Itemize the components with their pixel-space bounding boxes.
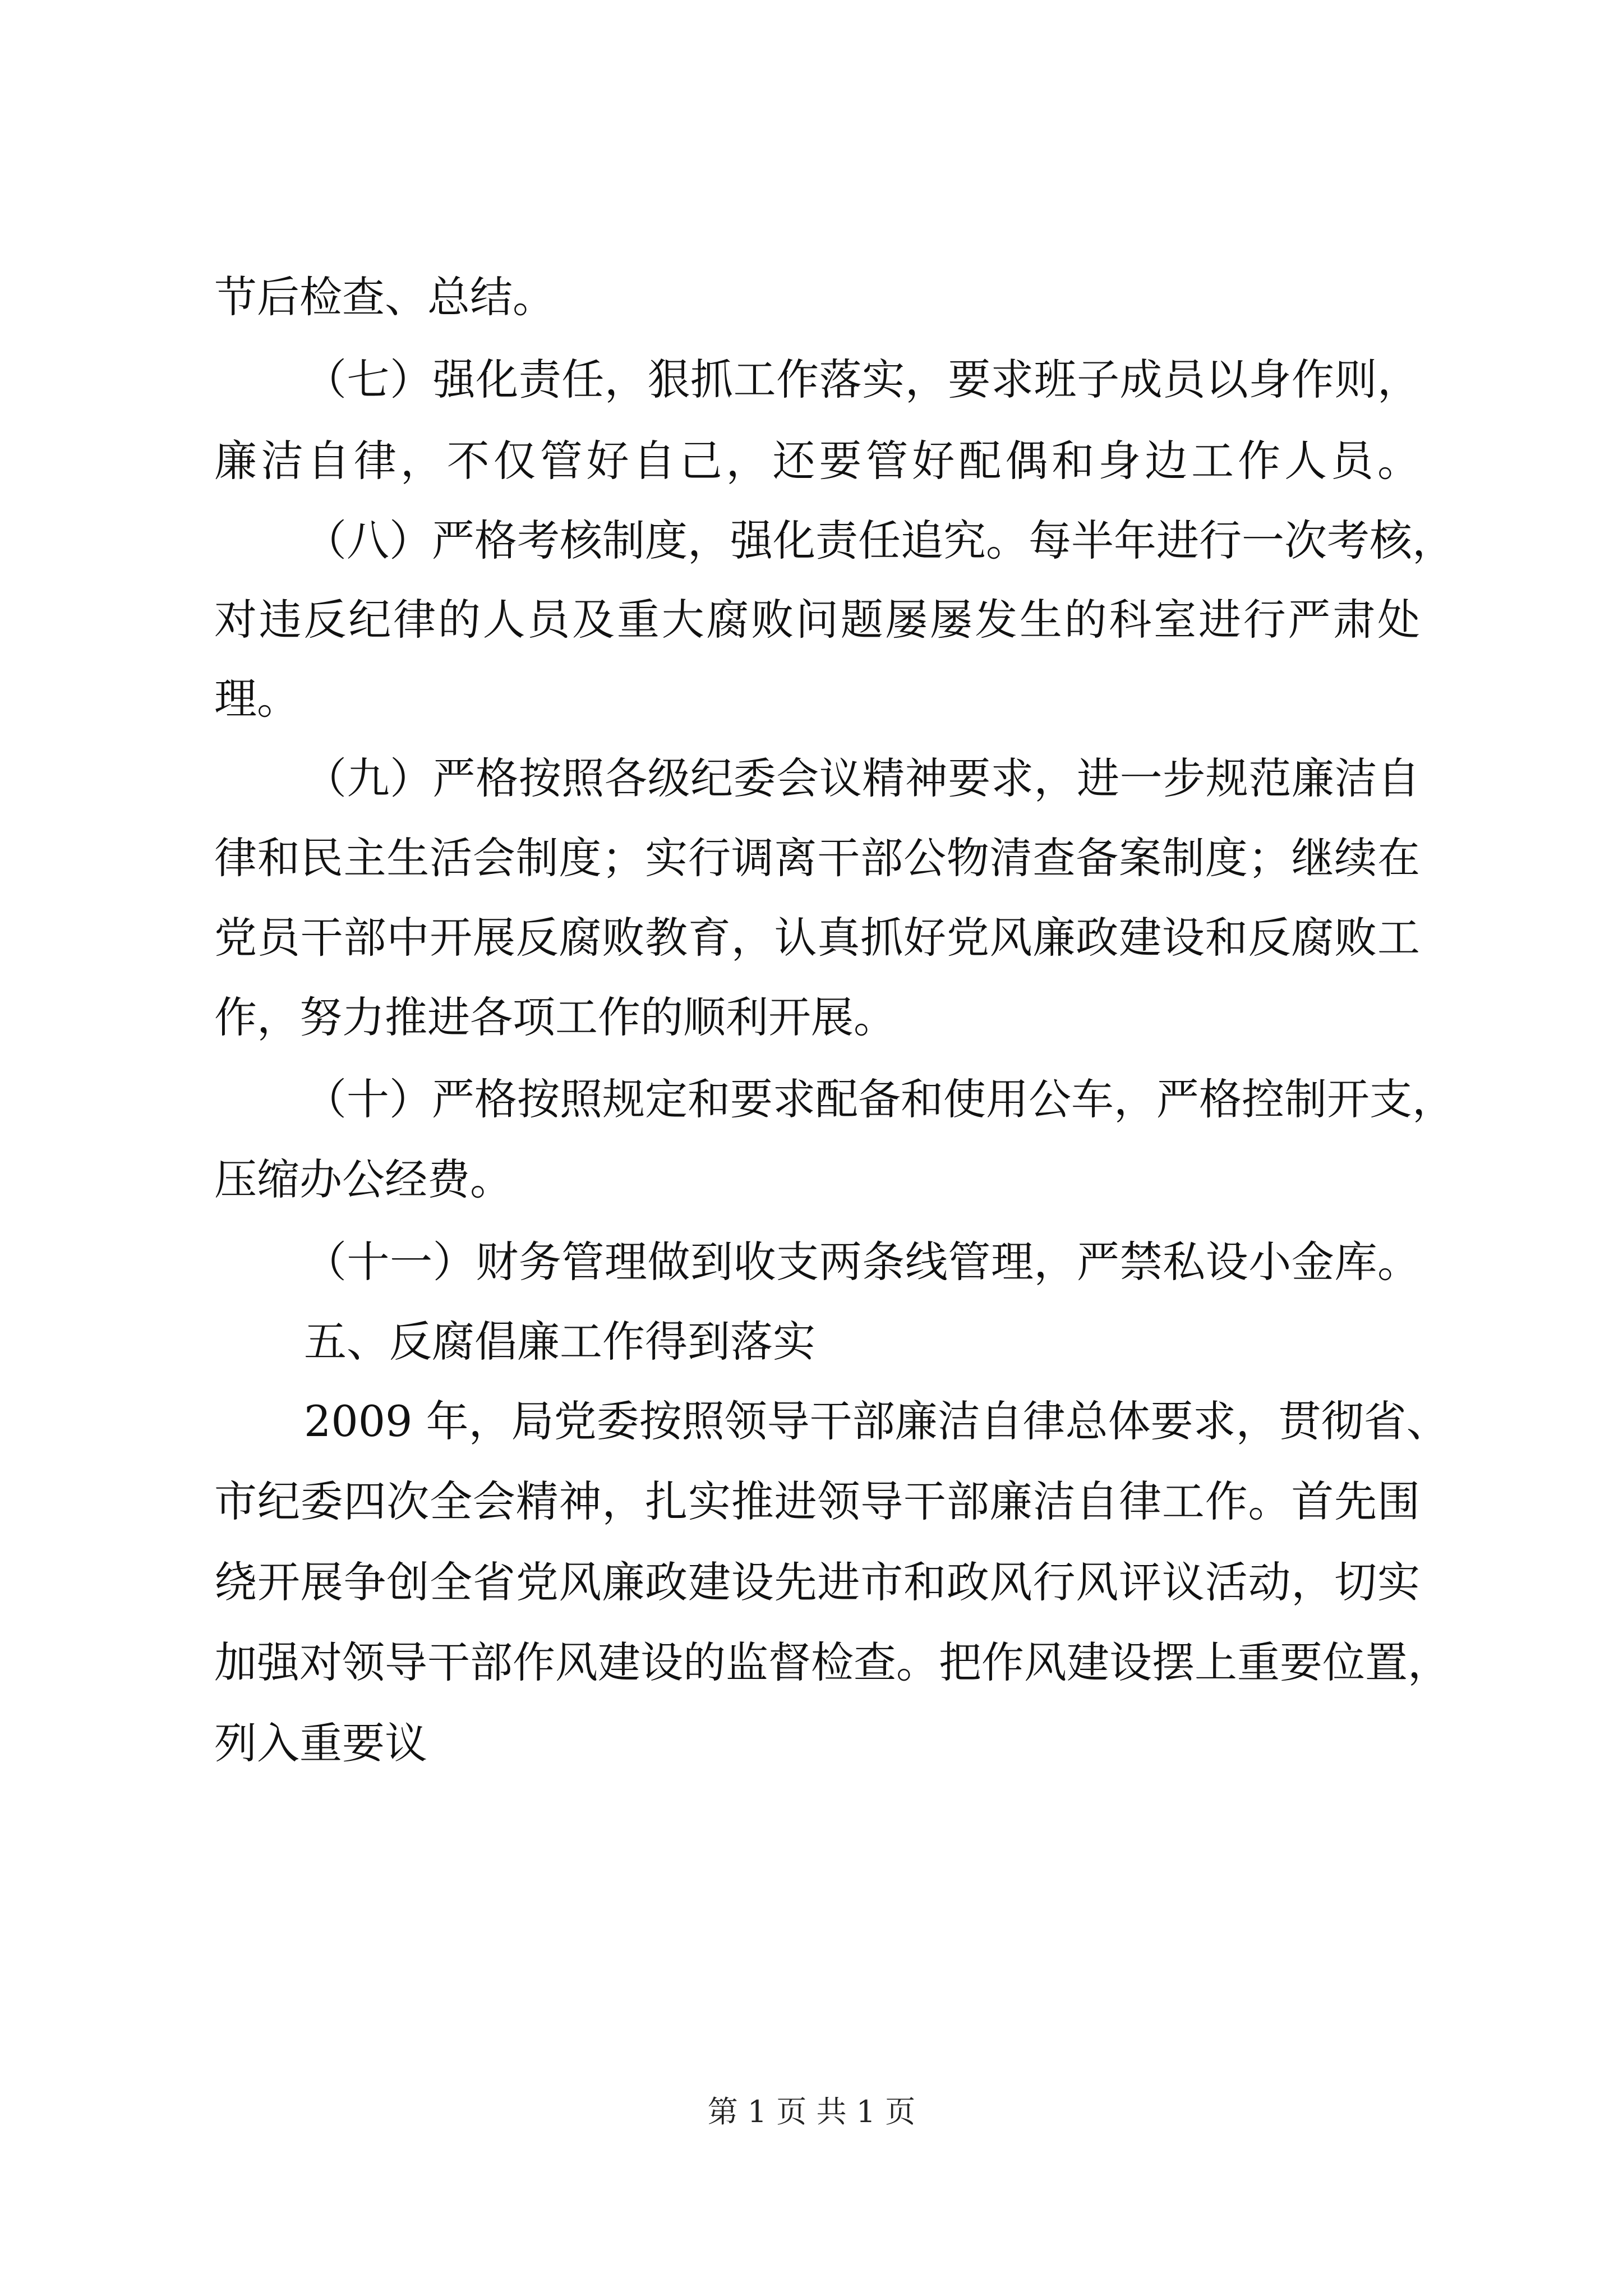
text-line: （十）严格按照规定和要求配备和使用公车，严格控制开支， <box>304 1074 1455 1124</box>
page-number: 第 1 页 共 1 页 <box>707 2094 916 2129</box>
text-line: 2009 年，局党委按照领导干部廉洁自律总体要求，贯彻省、 <box>304 1396 1449 1446</box>
text-line: 压缩办公经费。 <box>214 1154 513 1204</box>
text-line: 绕开展争创全省党风廉政建设先进市和政风行风评议活动，切实 <box>214 1557 1420 1607</box>
text-line: （八）严格考核制度，强化责任追究。每半年进行一次考核， <box>304 516 1455 565</box>
section-heading: 五、反腐倡廉工作得到落实 <box>304 1317 815 1366</box>
text-line: 作，努力推进各项工作的顺利开展。 <box>214 992 896 1042</box>
text-line: （七）强化责任，狠抓工作落实，要求班子成员以身作则， <box>304 355 1420 404</box>
text-line: 加强对领导干部作风建设的监督检查。把作风建设摆上重要位置， <box>214 1637 1450 1687</box>
text-line: 党员干部中开展反腐败教育，认真抓好党风廉政建设和反腐败工 <box>214 913 1420 963</box>
text-line: （十一）财务管理做到收支两条线管理，严禁私设小金库。 <box>304 1237 1420 1287</box>
text-line: 节后检查、总结。 <box>214 272 555 322</box>
text-line: 列入重要议 <box>214 1718 427 1768</box>
text-line: 市纪委四次全会精神，扎实推进领导干部廉洁自律工作。首先围 <box>214 1476 1420 1526</box>
text-line: （九）严格按照各级纪委会议精神要求，进一步规范廉洁自 <box>304 753 1420 803</box>
text-line: 律和民主生活会制度；实行调离干部公物清查备案制度；继续在 <box>214 833 1420 883</box>
text-line: 廉洁自律，不仅管好自己，还要管好配偶和身边工作人员。 <box>214 436 1420 486</box>
text-line: 理。 <box>214 674 299 724</box>
text-line: 对违反纪律的人员及重大腐败问题屡屡发生的科室进行严肃处 <box>214 595 1420 645</box>
